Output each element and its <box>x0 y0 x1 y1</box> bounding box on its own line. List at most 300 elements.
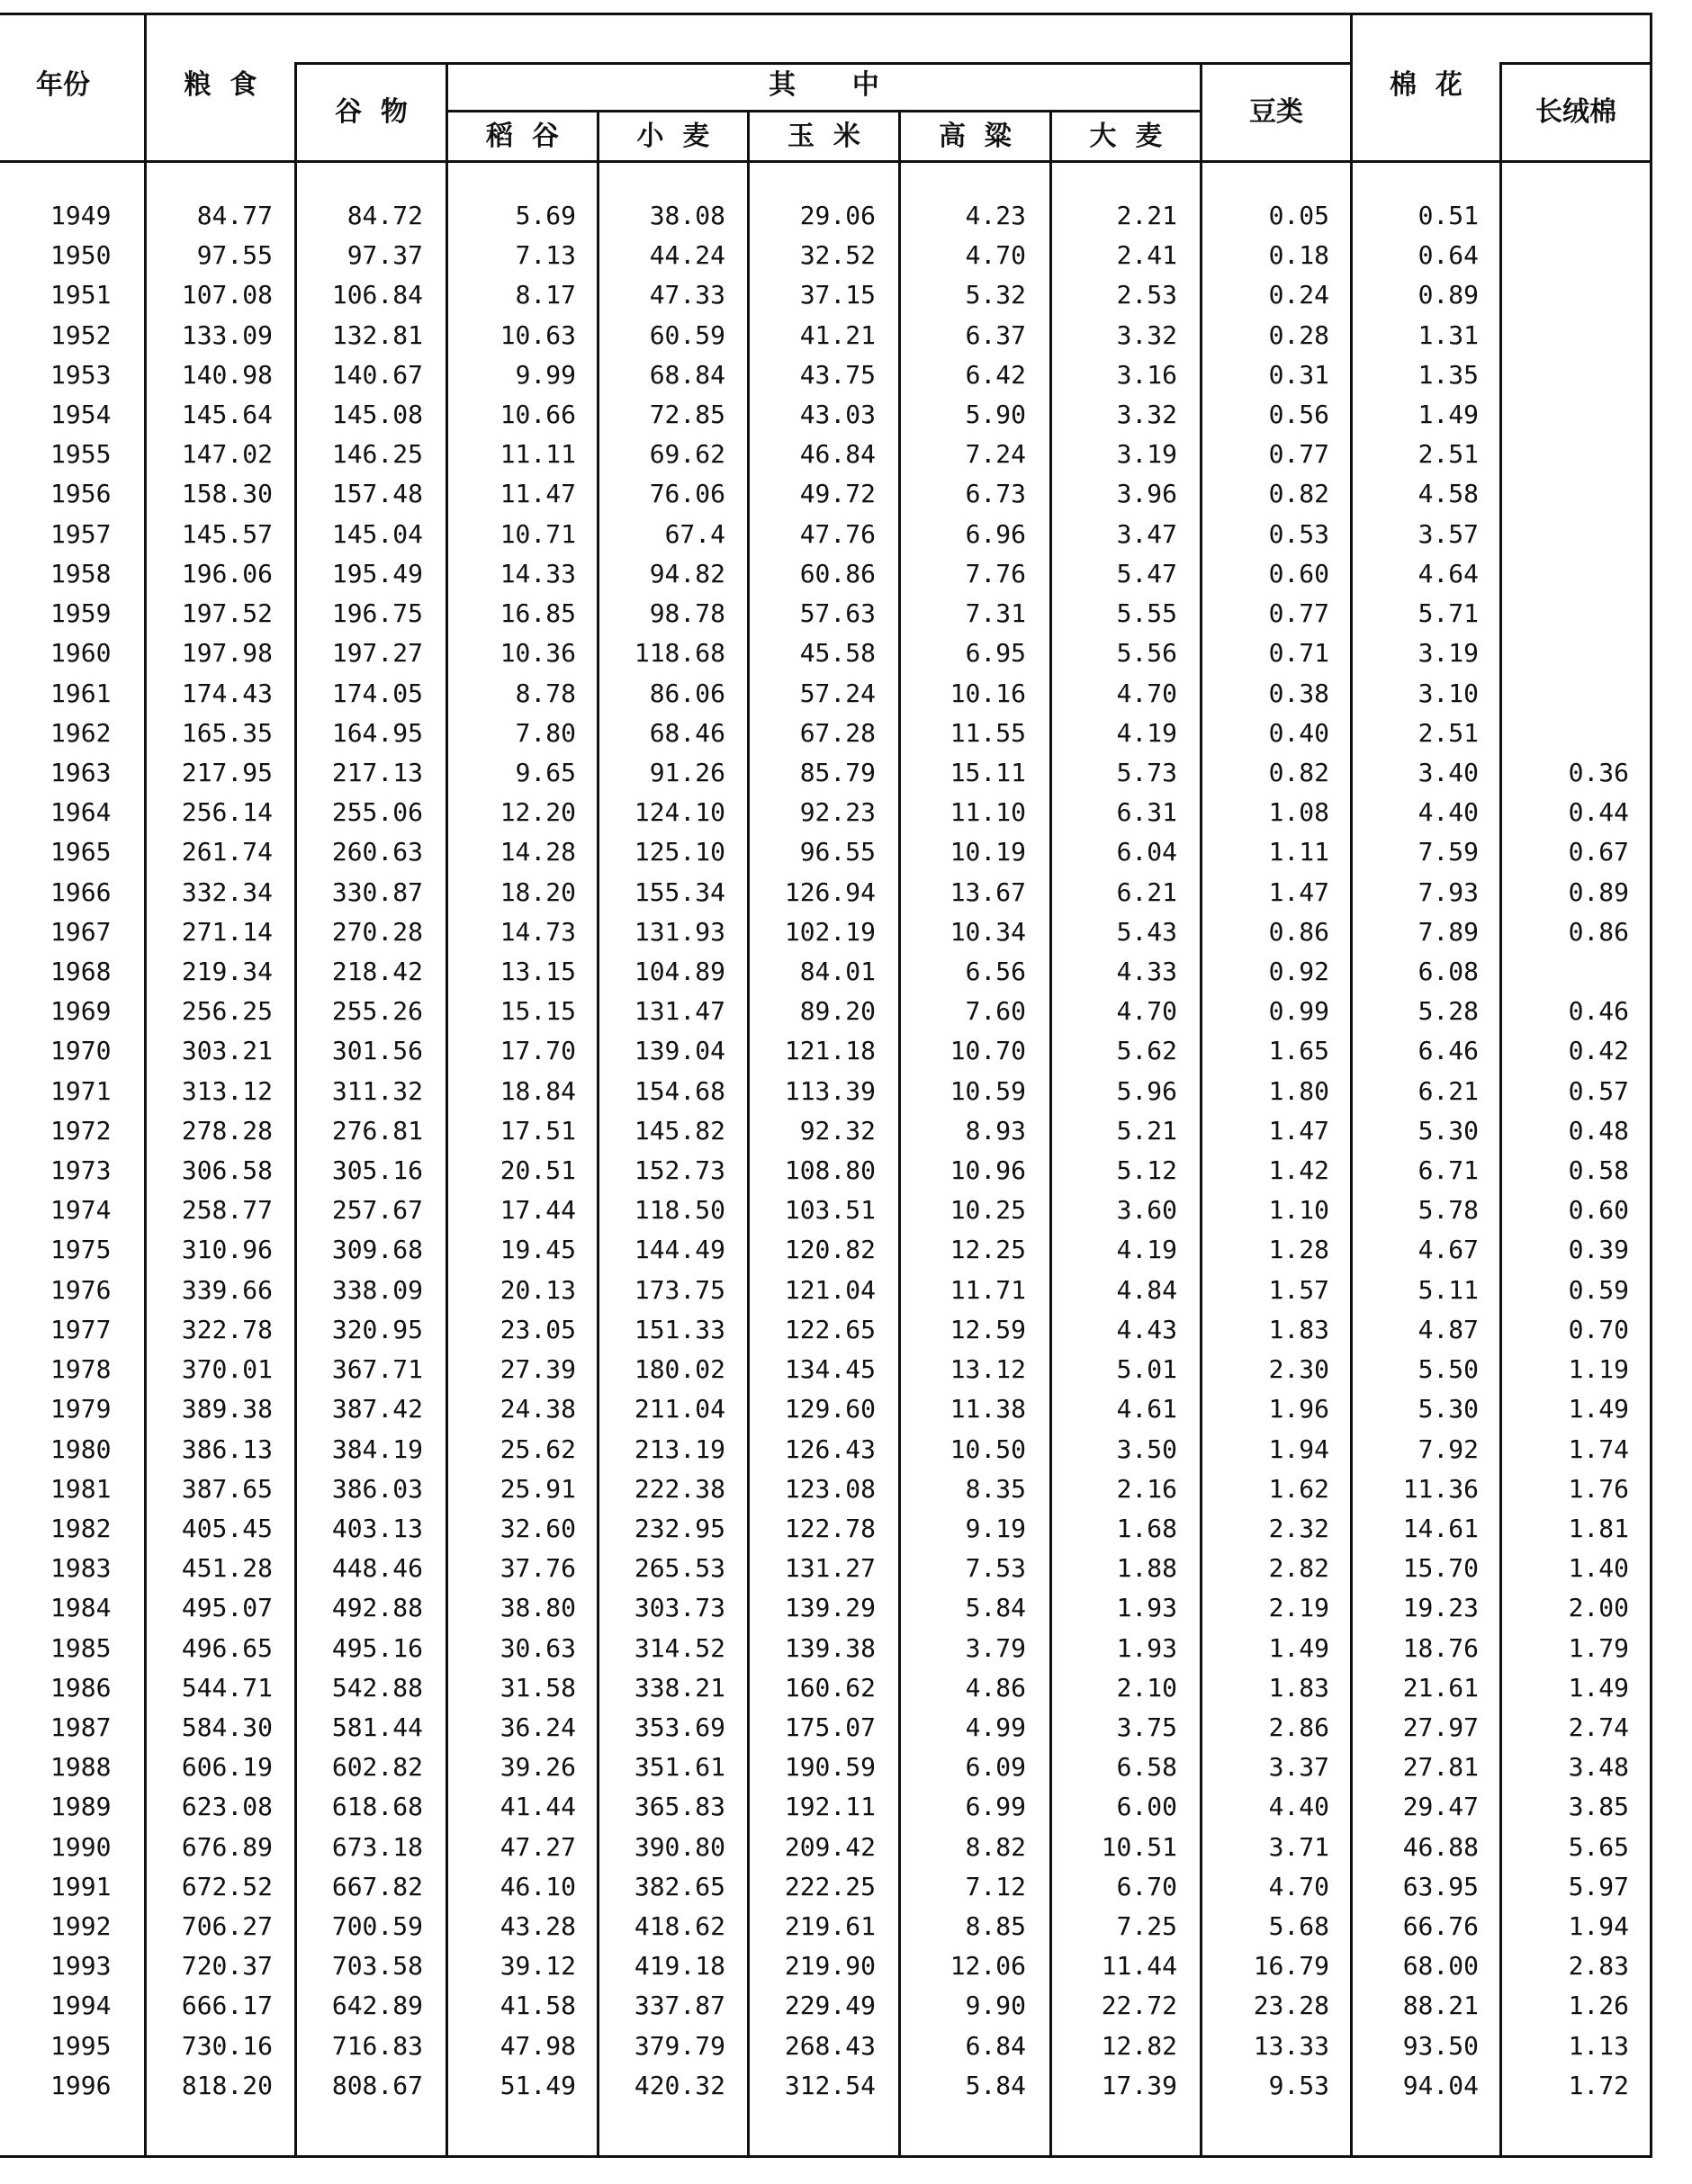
cell-corn: 37.15 <box>799 280 876 310</box>
cell-long-staple: 1.49 <box>1568 1672 1629 1703</box>
cell-beans: 3.71 <box>1268 1831 1329 1862</box>
cell-corn: 134.45 <box>784 1354 876 1385</box>
cell-cereal: 145.04 <box>331 518 423 549</box>
cell-cereal: 311.32 <box>331 1075 423 1106</box>
table-row <box>0 793 1692 832</box>
cell-grain: 217.95 <box>181 757 273 787</box>
cell-year: 1976 <box>50 1274 112 1305</box>
cell-year: 1985 <box>50 1632 112 1663</box>
table-row <box>0 275 1692 315</box>
cell-year: 1965 <box>50 837 112 867</box>
cell-barley: 4.70 <box>1116 678 1177 708</box>
cell-corn: 113.39 <box>784 1075 876 1106</box>
table-row <box>0 1151 1692 1191</box>
cell-beans: 2.82 <box>1268 1553 1329 1584</box>
cell-wheat: 144.49 <box>634 1235 725 1265</box>
cell-year: 1978 <box>50 1354 112 1385</box>
cell-cereal: 703.58 <box>331 1951 423 1982</box>
cell-corn: 121.04 <box>784 1274 876 1305</box>
table-row <box>0 1111 1692 1151</box>
cell-cotton: 46.88 <box>1402 1831 1479 1862</box>
cell-sorghum: 4.23 <box>965 201 1026 230</box>
cell-beans: 0.18 <box>1268 240 1329 271</box>
cell-cereal: 260.63 <box>331 837 423 867</box>
header-of-which: 其 中 <box>769 69 879 101</box>
cell-wheat: 67.4 <box>664 518 725 549</box>
table-row <box>0 1986 1692 2026</box>
cell-grain: 261.74 <box>181 837 273 867</box>
cell-beans: 0.24 <box>1268 280 1329 310</box>
cell-cotton: 7.59 <box>1418 837 1479 867</box>
cell-wheat: 68.46 <box>649 717 725 748</box>
cell-cotton: 0.51 <box>1418 201 1479 230</box>
cell-barley: 2.16 <box>1116 1473 1177 1504</box>
cell-sorghum: 7.24 <box>965 439 1026 470</box>
cell-wheat: 154.68 <box>634 1075 725 1106</box>
cell-wheat: 125.10 <box>634 837 725 867</box>
cell-sorghum: 8.93 <box>965 1115 1026 1146</box>
cell-long-staple: 0.89 <box>1568 876 1629 907</box>
cell-cotton: 5.78 <box>1418 1195 1479 1226</box>
cell-cereal: 338.09 <box>331 1274 423 1305</box>
cell-long-staple: 0.67 <box>1568 837 1629 867</box>
cell-year: 1958 <box>50 558 112 589</box>
cell-cotton: 5.28 <box>1418 996 1479 1027</box>
cell-long-staple: 1.94 <box>1568 1911 1629 1942</box>
cell-corn: 92.23 <box>799 797 876 828</box>
cell-barley: 4.43 <box>1116 1314 1177 1344</box>
cell-beans: 1.08 <box>1268 797 1329 828</box>
cell-cotton: 21.61 <box>1402 1672 1479 1703</box>
cell-long-staple: 1.26 <box>1568 1991 1629 2021</box>
table-row <box>0 1588 1692 1628</box>
cell-long-staple: 3.48 <box>1568 1752 1629 1783</box>
cell-barley: 6.31 <box>1116 797 1177 828</box>
cell-grain: 140.98 <box>181 359 273 390</box>
cell-rice: 17.44 <box>500 1195 576 1226</box>
cell-grain: 495.07 <box>181 1593 273 1623</box>
cell-beans: 2.86 <box>1268 1712 1329 1742</box>
cell-cereal: 495.16 <box>331 1632 423 1663</box>
cell-cotton: 3.10 <box>1418 678 1479 708</box>
table-row <box>0 1828 1692 1867</box>
cell-wheat: 145.82 <box>634 1115 725 1146</box>
cell-wheat: 211.04 <box>634 1394 725 1425</box>
cell-cotton: 7.89 <box>1418 916 1479 947</box>
cell-year: 1989 <box>50 1792 112 1822</box>
cell-rice: 47.98 <box>500 2030 576 2061</box>
cell-barley: 5.96 <box>1116 1075 1177 1106</box>
cell-year: 1993 <box>50 1951 112 1982</box>
cell-beans: 4.70 <box>1268 1871 1329 1901</box>
cell-long-staple: 0.44 <box>1568 797 1629 828</box>
cell-corn: 96.55 <box>799 837 876 867</box>
cell-cereal: 716.83 <box>331 2030 423 2061</box>
cell-barley: 2.53 <box>1116 280 1177 310</box>
cell-corn: 89.20 <box>799 996 876 1027</box>
cell-cereal: 270.28 <box>331 916 423 947</box>
cell-cotton: 1.35 <box>1418 359 1479 390</box>
cell-cotton: 5.30 <box>1418 1394 1479 1425</box>
cell-beans: 0.82 <box>1268 479 1329 509</box>
cell-barley: 3.96 <box>1116 479 1177 509</box>
cell-wheat: 353.69 <box>634 1712 725 1742</box>
cell-grain: 405.45 <box>181 1513 273 1543</box>
cell-cotton: 1.49 <box>1418 400 1479 430</box>
cell-barley: 6.70 <box>1116 1871 1177 1901</box>
cell-sorghum: 10.59 <box>950 1075 1026 1106</box>
cell-rice: 15.15 <box>500 996 576 1027</box>
cell-sorghum: 10.25 <box>950 1195 1026 1226</box>
cell-cotton: 4.64 <box>1418 558 1479 589</box>
cell-rice: 8.17 <box>515 280 576 310</box>
cell-long-staple: 0.86 <box>1568 916 1629 947</box>
cell-grain: 623.08 <box>181 1792 273 1822</box>
cell-cotton: 3.40 <box>1418 757 1479 787</box>
cell-sorghum: 5.32 <box>965 280 1026 310</box>
cell-sorghum: 5.84 <box>965 1593 1026 1623</box>
cell-wheat: 72.85 <box>649 400 725 430</box>
cell-corn: 123.08 <box>784 1473 876 1504</box>
cell-cereal: 140.67 <box>331 359 423 390</box>
cell-grain: 158.30 <box>181 479 273 509</box>
cell-cereal: 197.27 <box>331 638 423 669</box>
cell-cereal: 195.49 <box>331 558 423 589</box>
cell-beans: 0.77 <box>1268 598 1329 629</box>
cell-sorghum: 4.99 <box>965 1712 1026 1742</box>
cell-grain: 306.58 <box>181 1155 273 1186</box>
cell-rice: 17.70 <box>500 1036 576 1066</box>
cell-wheat: 104.89 <box>634 956 725 986</box>
cell-barley: 5.47 <box>1116 558 1177 589</box>
table-row <box>0 674 1692 714</box>
cell-cotton: 3.19 <box>1418 638 1479 669</box>
table-row <box>0 1072 1692 1111</box>
cell-corn: 67.28 <box>799 717 876 748</box>
cell-grain: 313.12 <box>181 1075 273 1106</box>
cell-sorghum: 10.34 <box>950 916 1026 947</box>
cell-cotton: 6.21 <box>1418 1075 1479 1106</box>
cell-wheat: 118.50 <box>634 1195 725 1226</box>
cell-corn: 43.75 <box>799 359 876 390</box>
cell-rice: 11.47 <box>500 479 576 509</box>
cell-corn: 57.24 <box>799 678 876 708</box>
cell-cotton: 7.92 <box>1418 1434 1479 1464</box>
cell-beans: 16.79 <box>1253 1951 1329 1982</box>
cell-grain: 606.19 <box>181 1752 273 1783</box>
cell-wheat: 131.47 <box>634 996 725 1027</box>
cell-year: 1995 <box>50 2030 112 2061</box>
cell-wheat: 420.32 <box>634 2070 725 2100</box>
cell-grain: 219.34 <box>181 956 273 986</box>
cell-cotton: 5.30 <box>1418 1115 1479 1146</box>
cell-sorghum: 13.67 <box>950 876 1026 907</box>
cell-sorghum: 5.84 <box>965 2070 1026 2100</box>
cell-rice: 41.58 <box>500 1991 576 2021</box>
cell-corn: 219.90 <box>784 1951 876 1982</box>
cell-rice: 46.10 <box>500 1871 576 1901</box>
cell-corn: 121.18 <box>784 1036 876 1066</box>
table-row <box>0 1867 1692 1907</box>
cell-wheat: 47.33 <box>649 280 725 310</box>
cell-beans: 2.30 <box>1268 1354 1329 1385</box>
cell-corn: 122.65 <box>784 1314 876 1344</box>
cell-rice: 25.91 <box>500 1473 576 1504</box>
cell-wheat: 314.52 <box>634 1632 725 1663</box>
cell-corn: 192.11 <box>784 1792 876 1822</box>
cell-barley: 4.70 <box>1116 996 1177 1027</box>
cell-grain: 370.01 <box>181 1354 273 1385</box>
cell-long-staple: 5.97 <box>1568 1871 1629 1901</box>
table-row <box>0 1708 1692 1748</box>
cell-sorghum: 6.37 <box>965 319 1026 350</box>
cell-sorghum: 7.12 <box>965 1871 1026 1901</box>
cell-rice: 39.26 <box>500 1752 576 1783</box>
cell-rice: 18.84 <box>500 1075 576 1106</box>
cell-cereal: 642.89 <box>331 1991 423 2021</box>
cell-cereal: 305.16 <box>331 1155 423 1186</box>
cell-cereal: 387.42 <box>331 1394 423 1425</box>
table-row <box>0 1748 1692 1787</box>
cell-corn: 57.63 <box>799 598 876 629</box>
cell-beans: 1.42 <box>1268 1155 1329 1186</box>
cell-grain: 256.25 <box>181 996 273 1027</box>
header-cotton: 棉 花 <box>1390 69 1462 101</box>
cell-barley: 6.04 <box>1116 837 1177 867</box>
cell-rice: 10.36 <box>500 638 576 669</box>
table-row <box>0 832 1692 872</box>
cell-year: 1969 <box>50 996 112 1027</box>
cell-beans: 0.38 <box>1268 678 1329 708</box>
table-row <box>0 554 1692 594</box>
table-row <box>0 355 1692 395</box>
cell-year: 1961 <box>50 678 112 708</box>
cell-long-staple: 0.36 <box>1568 757 1629 787</box>
cell-grain: 165.35 <box>181 717 273 748</box>
table-row <box>0 236 1692 275</box>
cell-rice: 32.60 <box>500 1513 576 1543</box>
cell-long-staple: 2.74 <box>1568 1712 1629 1742</box>
cell-grain: 145.64 <box>181 400 273 430</box>
cell-grain: 107.08 <box>181 280 273 310</box>
cell-corn: 190.59 <box>784 1752 876 1783</box>
cell-wheat: 232.95 <box>634 1513 725 1543</box>
cell-rice: 10.63 <box>500 319 576 350</box>
cell-barley: 3.47 <box>1116 518 1177 549</box>
cell-grain: 133.09 <box>181 319 273 350</box>
cell-year: 1971 <box>50 1075 112 1106</box>
cell-grain: 332.34 <box>181 876 273 907</box>
cell-cotton: 7.93 <box>1418 876 1479 907</box>
table-row <box>0 395 1692 435</box>
cell-corn: 46.84 <box>799 439 876 470</box>
cell-beans: 9.53 <box>1268 2070 1329 2100</box>
cell-wheat: 379.79 <box>634 2030 725 2061</box>
cell-wheat: 180.02 <box>634 1354 725 1385</box>
cell-grain: 97.55 <box>196 240 273 271</box>
cell-cotton: 19.23 <box>1402 1593 1479 1623</box>
cell-wheat: 390.80 <box>634 1831 725 1862</box>
cell-long-staple: 1.72 <box>1568 2070 1629 2100</box>
table-row <box>0 1031 1692 1071</box>
cell-barley: 22.72 <box>1101 1991 1177 2021</box>
header-subrule-ofwhich <box>446 110 1202 112</box>
cell-cereal: 164.95 <box>331 717 423 748</box>
cell-rice: 24.38 <box>500 1394 576 1425</box>
cell-cotton: 6.46 <box>1418 1036 1479 1066</box>
cell-rice: 8.78 <box>515 678 576 708</box>
table-row <box>0 594 1692 634</box>
cell-year: 1990 <box>50 1831 112 1862</box>
cell-grain: 339.66 <box>181 1274 273 1305</box>
cell-year: 1951 <box>50 280 112 310</box>
cell-year: 1991 <box>50 1871 112 1901</box>
cell-long-staple: 0.57 <box>1568 1075 1629 1106</box>
cell-sorghum: 15.11 <box>950 757 1026 787</box>
cell-sorghum: 11.38 <box>950 1394 1026 1425</box>
cell-grain: 196.06 <box>181 558 273 589</box>
cell-rice: 9.65 <box>515 757 576 787</box>
cell-sorghum: 4.86 <box>965 1672 1026 1703</box>
table-row <box>0 1350 1692 1389</box>
cell-cotton: 27.81 <box>1402 1752 1479 1783</box>
cell-rice: 23.05 <box>500 1314 576 1344</box>
cell-grain: 389.38 <box>181 1394 273 1425</box>
cell-sorghum: 8.35 <box>965 1473 1026 1504</box>
cell-wheat: 337.87 <box>634 1991 725 2021</box>
cell-cereal: 367.71 <box>331 1354 423 1385</box>
cell-beans: 5.68 <box>1268 1911 1329 1942</box>
cell-wheat: 131.93 <box>634 916 725 947</box>
header-year: 年份 <box>36 69 90 101</box>
cell-cereal: 542.88 <box>331 1672 423 1703</box>
cell-year: 1953 <box>50 359 112 390</box>
cell-long-staple: 1.76 <box>1568 1473 1629 1504</box>
cell-year: 1996 <box>50 2070 112 2100</box>
cell-sorghum: 6.56 <box>965 956 1026 986</box>
cell-beans: 0.05 <box>1268 201 1329 230</box>
cell-year: 1979 <box>50 1394 112 1425</box>
cell-cotton: 5.50 <box>1418 1354 1479 1385</box>
cell-barley: 4.84 <box>1116 1274 1177 1305</box>
cell-year: 1982 <box>50 1513 112 1543</box>
cell-year: 1977 <box>50 1314 112 1344</box>
cell-sorghum: 6.96 <box>965 518 1026 549</box>
cell-corn: 219.61 <box>784 1911 876 1942</box>
cell-corn: 41.21 <box>799 319 876 350</box>
cell-barley: 3.50 <box>1116 1434 1177 1464</box>
cell-beans: 0.82 <box>1268 757 1329 787</box>
cell-cotton: 4.67 <box>1418 1235 1479 1265</box>
cell-rice: 10.66 <box>500 400 576 430</box>
cell-corn: 29.06 <box>799 201 876 230</box>
cell-beans: 0.86 <box>1268 916 1329 947</box>
cell-barley: 5.62 <box>1116 1036 1177 1066</box>
cell-barley: 12.82 <box>1101 2030 1177 2061</box>
cell-barley: 4.19 <box>1116 717 1177 748</box>
cell-year: 1992 <box>50 1911 112 1942</box>
cell-year: 1983 <box>50 1553 112 1584</box>
cell-rice: 10.71 <box>500 518 576 549</box>
table-row <box>0 1787 1692 1827</box>
cell-cotton: 1.31 <box>1418 319 1479 350</box>
cell-beans: 0.60 <box>1268 558 1329 589</box>
cell-corn: 84.01 <box>799 956 876 986</box>
table-row <box>0 992 1692 1031</box>
cell-cereal: 196.75 <box>331 598 423 629</box>
cell-barley: 5.55 <box>1116 598 1177 629</box>
cell-wheat: 222.38 <box>634 1473 725 1504</box>
cell-wheat: 124.10 <box>634 797 725 828</box>
table-row <box>0 753 1692 793</box>
cell-long-staple: 0.46 <box>1568 996 1629 1027</box>
cell-beans: 23.28 <box>1253 1991 1329 2021</box>
cell-year: 1986 <box>50 1672 112 1703</box>
table-row <box>0 474 1692 514</box>
cell-corn: 47.76 <box>799 518 876 549</box>
cell-rice: 30.63 <box>500 1632 576 1663</box>
cell-grain: 544.71 <box>181 1672 273 1703</box>
table-row <box>0 316 1692 355</box>
cell-long-staple: 0.42 <box>1568 1036 1629 1066</box>
cell-sorghum: 5.90 <box>965 400 1026 430</box>
cell-cotton: 63.95 <box>1402 1871 1479 1901</box>
cell-barley: 2.10 <box>1116 1672 1177 1703</box>
cell-beans: 1.83 <box>1268 1314 1329 1344</box>
cell-long-staple: 1.13 <box>1568 2030 1629 2061</box>
cell-beans: 4.40 <box>1268 1792 1329 1822</box>
cell-corn: 120.82 <box>784 1235 876 1265</box>
cell-long-staple: 0.70 <box>1568 1314 1629 1344</box>
table-top-rule <box>0 13 1652 15</box>
cell-wheat: 86.06 <box>649 678 725 708</box>
cell-sorghum: 6.84 <box>965 2030 1026 2061</box>
cell-barley: 5.73 <box>1116 757 1177 787</box>
cell-sorghum: 10.16 <box>950 678 1026 708</box>
cell-barley: 3.75 <box>1116 1712 1177 1742</box>
cell-barley: 5.01 <box>1116 1354 1177 1385</box>
cell-sorghum: 7.31 <box>965 598 1026 629</box>
cell-barley: 2.21 <box>1116 201 1177 230</box>
cell-barley: 11.44 <box>1101 1951 1177 1982</box>
table-row <box>0 912 1692 952</box>
cell-rice: 7.80 <box>515 717 576 748</box>
cell-grain: 818.20 <box>181 2070 273 2100</box>
cell-wheat: 68.84 <box>649 359 725 390</box>
cell-long-staple: 0.48 <box>1568 1115 1629 1146</box>
cell-cotton: 6.71 <box>1418 1155 1479 1186</box>
cell-wheat: 60.59 <box>649 319 725 350</box>
cell-barley: 6.00 <box>1116 1792 1177 1822</box>
cell-rice: 43.28 <box>500 1911 576 1942</box>
cell-year: 1955 <box>50 439 112 470</box>
cell-corn: 139.38 <box>784 1632 876 1663</box>
cell-wheat: 152.73 <box>634 1155 725 1186</box>
cell-wheat: 139.04 <box>634 1036 725 1066</box>
cell-cereal: 218.42 <box>331 956 423 986</box>
cell-beans: 13.33 <box>1253 2030 1329 2061</box>
cell-grain: 720.37 <box>181 1951 273 1982</box>
cell-wheat: 418.62 <box>634 1911 725 1942</box>
cell-beans: 1.94 <box>1268 1434 1329 1464</box>
header-beans: 豆类 <box>1249 96 1303 128</box>
cell-rice: 36.24 <box>500 1712 576 1742</box>
cell-corn: 103.51 <box>784 1195 876 1226</box>
cell-sorghum: 10.19 <box>950 837 1026 867</box>
table-row <box>0 1271 1692 1310</box>
table-row <box>0 1230 1692 1270</box>
table-row <box>0 1946 1692 1986</box>
